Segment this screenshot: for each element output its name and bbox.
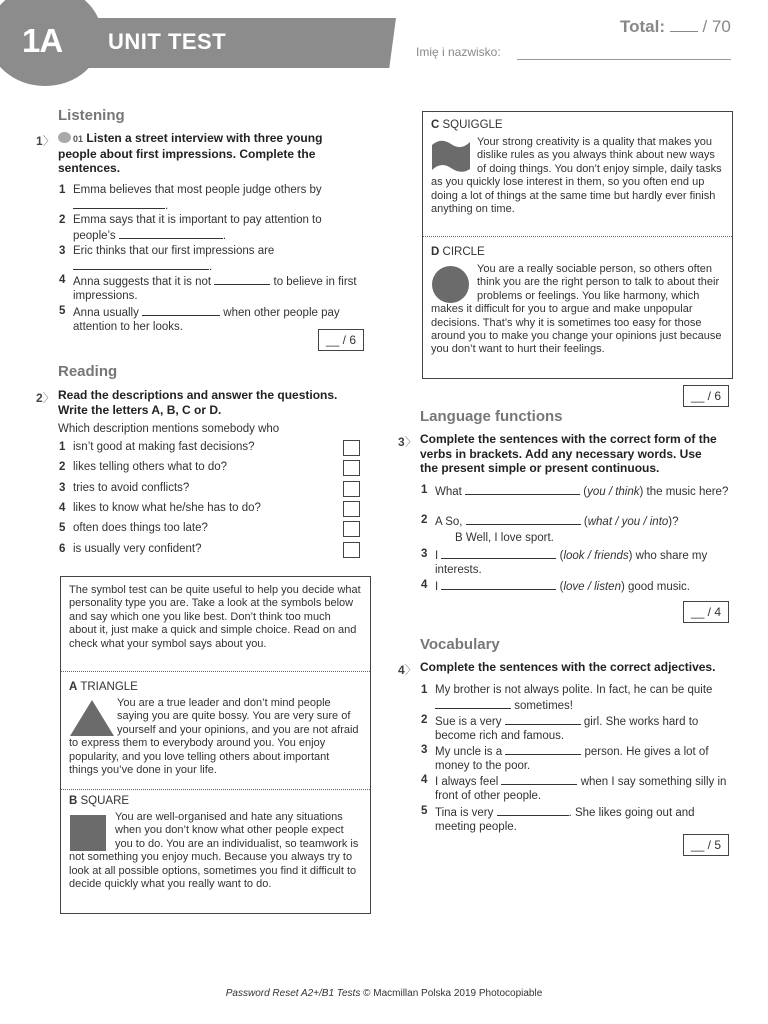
divider [61,789,370,790]
task-number: 4〉 [398,663,417,677]
footer: Password Reset A2+/B1 Tests © Macmillan Polska 2019 Photocopiable [225,988,543,999]
list-item: 1 Emma believes that most people judge others by . [59,184,322,212]
unit-number: 1A [22,22,63,59]
answer-blank[interactable] [501,774,577,785]
answer-blank[interactable] [466,514,581,525]
name-field[interactable] [517,59,731,60]
list-item: 5 often does things too late? [59,522,208,534]
listening-score[interactable]: __ / 6 [318,329,364,351]
answer-blank[interactable] [119,228,223,239]
list-item: 3 My uncle is a person. He gives a lot of money to the poor. [421,744,709,772]
answer-blank[interactable] [441,579,556,590]
list-item: 6 is usually very confident? [59,543,202,555]
list-item: 2 likes telling others what to do? [59,461,228,473]
reading-text-box-2 [422,111,733,379]
answer-blank[interactable] [505,744,581,755]
divider [423,236,732,237]
audio-cd-icon [58,132,71,143]
vocabulary-heading: Vocabulary [420,636,500,653]
task-number: 1〉 [36,134,55,148]
total-score: Total: / 70 [620,17,731,36]
answer-blank[interactable] [73,259,209,270]
list-item: 3 tries to avoid conflicts? [59,482,190,494]
list-item: 5 Tina is very . She likes going out and meeting people. [421,805,695,833]
intro-text: The symbol test can be quite useful to help you decide what personality type you are. Take a look at the symbols below and say which one you like best. Don’t think too much about it, just make a quick and simple choice. Read on and check what your symbol says about you. [69,584,361,650]
reading-heading: Reading [58,363,118,380]
text-squiggle: Your strong creativity is a quality that makes you dislike rules as you always think about new ways of doing things. You don’t enjoy simple, daily tasks as you quickly lose interest in them, so you often end up doing a lot of things at the same time but hardly ever finish anything on time. [431,136,722,216]
list-item: 1 What (you / think) the music here? [421,484,729,498]
list-item: 2 Sue is a very girl. She works hard to become rich and famous. [421,714,699,742]
answer-box[interactable] [343,460,360,476]
list-item: 2 A So, (what / you / into)? [421,514,679,528]
list-item: 1 My brother is not always polite. In fact, he can be quite sometimes! [421,684,713,712]
task-number: 3〉 [398,435,417,449]
reading-score[interactable]: __ / 6 [683,385,729,407]
list-item: 4 likes to know what he/she has to do? [59,502,261,514]
divider [61,671,370,672]
answer-blank[interactable] [497,805,569,816]
answer-blank[interactable] [142,305,220,316]
task-number: 2〉 [36,391,55,405]
reading-instruction: Read the descriptions and answer the questions. Write the letters A, B, C or D. [58,388,338,417]
answer-blank[interactable] [465,484,580,495]
answer-box[interactable] [343,481,360,497]
reading-lead: Which description mentions somebody who [58,423,280,435]
dialogue-reply: B Well, I love sport. [455,532,554,544]
text-triangle: You are a true leader and don’t mind people saying you are quite bossy. You are very sure of yourself and your opinions, and you are not afraid to express them to everybody around you. You enjoy popularity, and you love telling others about important things you’ve done in your life. [69,697,359,777]
list-item: 4 I (love / listen) good music. [421,579,691,593]
text-circle: You are a really sociable person, so others often think you are the right person to talk to about their problems or feelings. You like harmony, which makes it difficult for you to argue and make unpopular decisions. That’s why it is sometimes too easy for those around you to make you change your opinions just because you don’t want to hurt their feelings. [431,263,722,356]
answer-box[interactable] [343,501,360,517]
answer-box[interactable] [343,521,360,537]
answer-blank[interactable] [73,198,165,209]
answer-blank[interactable] [214,274,270,285]
text-square: You are well-organised and hate any situations when you don’t know what other people expect you to do. You are an individualist, so teamwork is not something you enjoy much. Because you always try to look at all possible options, sometimes you find it difficult to decide quickly what you really want to do. [69,811,359,891]
list-item: 3 Eric thinks that our first impressions are . [59,245,275,273]
label-square: B SQUARE [69,795,130,807]
reading-text-box [60,576,371,914]
list-item: 4 Anna suggests that it is not to believe in first impressions. [59,274,357,302]
label-triangle: A TRIANGLE [69,681,138,693]
vocabulary-instruction: Complete the sentences with the correct adjectives. [420,660,716,674]
label-circle: D CIRCLE [431,246,485,258]
list-item: 3 I (look / friends) who share my interests. [421,548,708,576]
list-item: 5 Anna usually when other people pay attention to her looks. [59,305,340,333]
page-title: UNIT TEST [108,29,227,54]
name-label: Imię i nazwisko: [416,45,501,59]
language-score[interactable]: __ / 4 [683,601,729,623]
list-item: 2 Emma says that it is important to pay attention to people’s . [59,214,322,242]
answer-blank[interactable] [441,548,556,559]
label-squiggle: C SQUIGGLE [431,119,503,131]
list-item: 1 isn’t good at making fast decisions? [59,441,255,453]
language-heading: Language functions [420,408,563,425]
listening-heading: Listening [58,107,125,124]
vocabulary-score[interactable]: __ / 5 [683,834,729,856]
language-instruction: Complete the sentences with the correct form of the verbs in brackets. Add any necessary words. Use the present simple or present continuous. [420,432,717,475]
list-item: 4 I always feel when I say something silly in front of other people. [421,774,727,802]
answer-box[interactable] [343,440,360,456]
answer-blank[interactable] [505,714,581,725]
answer-blank[interactable] [435,698,511,709]
answer-box[interactable] [343,542,360,558]
listening-instruction: 01 Listen a street interview with three young people about first impressions. Complete the sentences. [58,131,323,175]
